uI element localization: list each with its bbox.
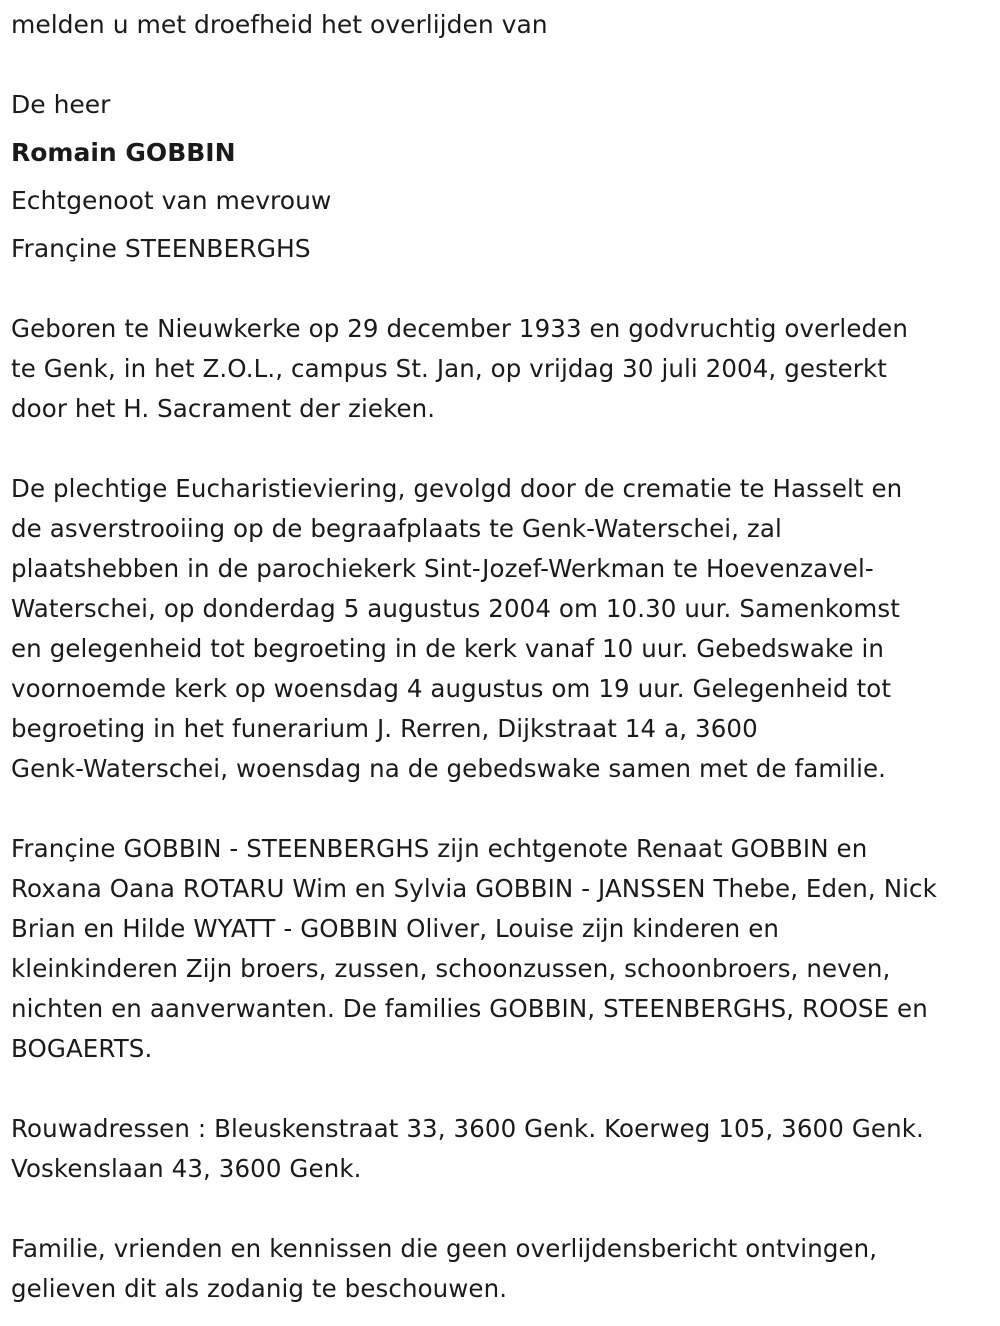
paragraph-line: nichten en aanverwanten. De families GOBBIN, STEENBERGHS, ROOSE en [11,994,928,1023]
paragraph-line: Brian en Hilde WYATT - GOBBIN Oliver, Louise zijn kinderen en [11,914,779,943]
paragraph-line: Geboren te Nieuwkerke op 29 december 1933 en godvruchtig overleden [11,314,908,343]
birth-death-paragraph [11,309,991,429]
paragraph-line: kleinkinderen Zijn broers, zussen, schoonzussen, schoonbroers, neven, [11,954,891,983]
closing-paragraph [11,1229,991,1309]
paragraph-line: te Genk, in het Z.O.L., campus St. Jan, op vrijdag 30 juli 2004, gesterkt [11,354,887,383]
paragraph-line: voornoemde kerk op woensdag 4 augustus om 19 uur. Gelegenheid tot [11,674,892,703]
paragraph-line: Françine GOBBIN - STEENBERGHS zijn echtgenote Renaat GOBBIN en [11,834,868,863]
paragraph-line: gelieven dit als zodanig te beschouwen. [11,1274,508,1303]
deceased-name: Romain GOBBIN [11,138,236,167]
spouse-label: Echtgenoot van mevrouw [11,186,332,215]
spouse-name: Françine STEENBERGHS [11,234,311,263]
ceremony-paragraph [11,469,991,789]
paragraph-line: Genk-Waterschei, woensdag na de gebedswake samen met de familie. [11,754,887,783]
salutation: De heer [11,90,111,119]
intro-text: melden u met droefheid het overlijden van [11,10,548,39]
paragraph-line: BOGAERTS. [11,1034,153,1063]
paragraph-line: Rouwadressen : Bleuskenstraat 33, 3600 Genk. Koerweg 105, 3600 Genk. [11,1114,924,1143]
paragraph-line: en gelegenheid tot begroeting in de kerk vanaf 10 uur. Gebedswake in [11,634,885,663]
paragraph-line: De plechtige Eucharistieviering, gevolgd door de crematie te Hasselt en [11,474,903,503]
paragraph-line: begroeting in het funerarium J. Rerren, Dijkstraat 14 a, 3600 [11,714,758,743]
paragraph-line: Waterschei, op donderdag 5 augustus 2004 om 10.30 uur. Samenkomst [11,594,900,623]
family-paragraph [11,829,991,1069]
addresses-paragraph [11,1109,991,1189]
paragraph-line: Familie, vrienden en kennissen die geen overlijdensbericht ontvingen, [11,1234,878,1263]
paragraph-line: Voskenslaan 43, 3600 Genk. [11,1154,362,1183]
paragraph-line: de asverstrooiing op de begraafplaats te Genk-Waterschei, zal [11,514,782,543]
paragraph-line: door het H. Sacrament der zieken. [11,394,436,423]
paragraph-line: Roxana Oana ROTARU Wim en Sylvia GOBBIN - JANSSEN Thebe, Eden, Nick [11,874,937,903]
paragraph-line: plaatshebben in de parochiekerk Sint-Jozef-Werkman te Hoevenzavel- [11,554,874,583]
